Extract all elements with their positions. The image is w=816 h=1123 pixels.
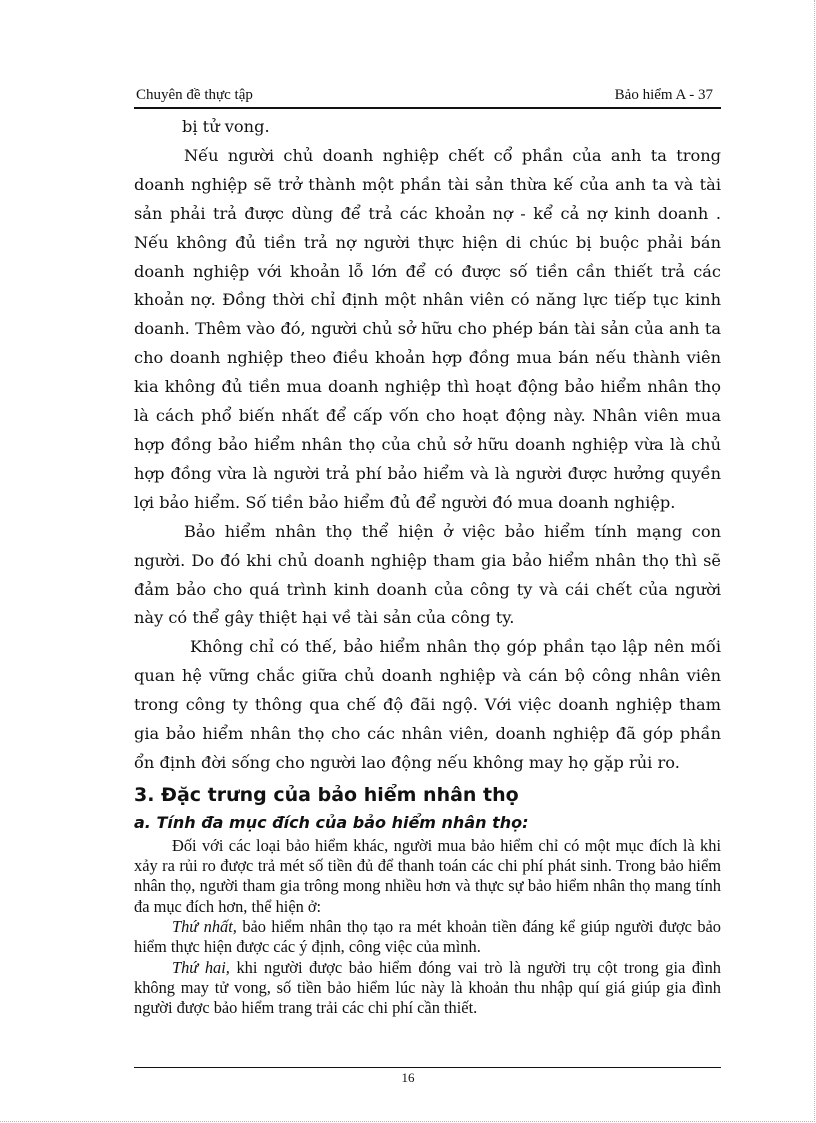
page-header [134, 85, 721, 109]
paragraph-business-owner-death: Nếu người chủ doanh nghiệp chết cổ phần của anh ta trong doanh nghiệp sẽ trở thành một phần tài sản thừa kế của anh ta và tài sản phải trả được dùng để trả các khoản nợ - kể cả nợ kinh doanh . Nếu không đủ tiền trả nợ người thực hiện di chúc bị buộc phải bán doanh nghiệp với khoản lỗ lớn để có được số tiền cần thiết trả các khoản nợ. Đồng thời chỉ định một nhân viên có năng lực tiếp tục kinh doanh. Thêm vào đó, người chủ sở hữu cho phép bán tài sản của anh ta cho doanh nghiệp theo điều khoản hợp đồng mua bán nếu thành viên kia không đủ tiền mua doanh nghiệp thì hoạt động bảo hiểm nhân thọ là cách phổ biến nhất để cấp vốn cho hoạt động này. Nhân viên mua hợp đồng bảo hiểm nhân thọ của chủ sở hữu doanh nghiệp vừa là chủ hợp đồng vừa là người trả phí bảo hiểm và là người được hưởng quyền lợi bảo hiểm. Số tiền bảo hiểm đủ để người đó mua doanh nghiệp. [134, 145, 721, 512]
header-section-label: Bảo hiểm A - 37 [614, 87, 713, 103]
paragraph-continuation: bị tử vong. [182, 117, 270, 136]
paragraph-multi-purpose: Đối với các loại bảo hiểm khác, người mua bảo hiểm chỉ có một mục đích là khi xảy ra rủi ro được trả mét số tiền đủ để thanh toán các chi phí phát sinh. Trong bảo hiểm nhân thọ, người tham gia trông mong nhiều hơn và thực sự bảo hiểm nhân thọ mang tính đa mục đích hơn, thể hiện ở: [134, 835, 721, 916]
footer-divider [134, 1067, 721, 1068]
first-purpose-lead: Thứ nhất, [172, 917, 237, 937]
paragraph-employer-employee-relations: Không chỉ có thế, bảo hiểm nhân thọ góp phần tạo lập nên mối quan hệ vững chắc giữa chủ doanh nghiệp và cán bộ công nhân viên trong công ty thông qua chế độ đãi ngộ. Với việc doanh nghiệp tham gia bảo hiểm nhân thọ cho các nhân viên, doanh nghiệp đã góp phần ổn định đời sống cho người lao động nếu không may họ gặp rủi ro. [134, 637, 721, 772]
subsection-heading: a. Tính đa mục đích của bảo hiểm nhân thọ: [134, 812, 529, 832]
first-purpose-text: bảo hiểm nhân thọ tạo ra mét khoản tiền đáng kể giúp người được bảo hiểm thực hiện được các ý định, công việc của mình. [134, 917, 721, 957]
second-purpose-lead: Thứ hai, [172, 957, 230, 977]
header-document-title: Chuyên đề thực tập [136, 87, 253, 103]
second-purpose-text: khi người được bảo hiểm đóng vai trò là người trụ cột trong gia đình không may tử vong, số tiền bảo hiểm lúc này là khoản thu nhập quí giá giúp gia đình người được bảo hiểm trang trải các chi phí cần thiết. [134, 957, 721, 1018]
section-heading: 3. Đặc trưng của bảo hiểm nhân thọ [134, 783, 519, 806]
page-body [134, 113, 721, 1019]
paragraph-life-insurance-protection: Bảo hiểm nhân thọ thể hiện ở việc bảo hiểm tính mạng con người. Do đó khi chủ doanh nghiệp tham gia bảo hiểm nhân thọ thì sẽ đảm bảo cho quá trình kinh doanh của công ty và cái chết của người này có thể gây thiệt hại về tài sản của công ty. [134, 521, 721, 628]
paragraph-second-purpose [134, 958, 721, 1019]
paragraph-first-purpose [134, 917, 721, 958]
page-number: 16 [401, 1070, 415, 1085]
